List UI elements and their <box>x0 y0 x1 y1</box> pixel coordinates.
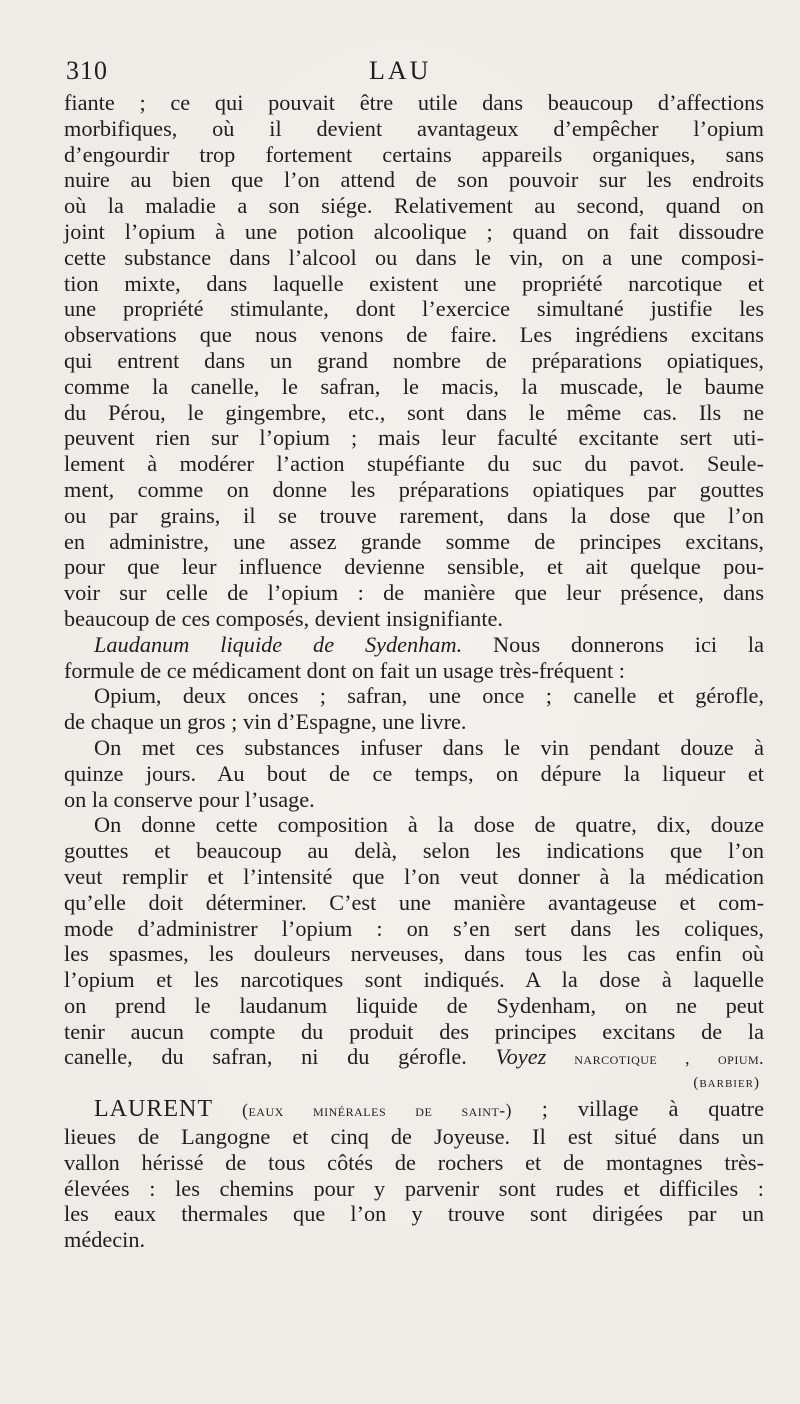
text-line: médecin. <box>64 1227 146 1253</box>
text-line: observations que nous venons de faire. Les ingrédiens excitans <box>64 322 764 348</box>
text-line: d’engourdir trop fortement certains appareils organiques, sans <box>64 141 764 167</box>
text-line: formule de ce médicament dont on fait un usage très-fréquent : <box>64 657 625 683</box>
text-line: les eaux thermales que l’on y trouve sont dirigées par un <box>64 1201 764 1227</box>
text-line: les spasmes, les douleurs nerveuses, dans tous les cas enfin où <box>64 941 764 967</box>
text-line: vallon hérissé de tous côtés de rochers et de montagnes très- <box>64 1149 764 1175</box>
page-header <box>64 56 764 90</box>
text-line: quinze jours. Au bout de ce temps, on dépure la liqueur et <box>64 760 764 786</box>
text-line: tenir aucun compte du produit des principes excitans de la <box>64 1018 764 1044</box>
text-line: l’opium et les narcotiques sont indiqués. A la dose à laquelle <box>64 967 764 993</box>
text-line: comme la canelle, le safran, le macis, la muscade, le baume <box>64 373 764 399</box>
entry-headword: LAURENT <box>94 1096 213 1123</box>
page-number: 310 <box>66 56 108 85</box>
text-line: veut remplir et l’intensité que l’on veut donner à la médication <box>64 863 764 889</box>
entry-laurent <box>64 1096 764 1253</box>
text-line: On donne cette composition à la dose de quatre, dix, douze <box>94 812 764 838</box>
see-also-label: Voyez <box>495 1044 547 1070</box>
text-line <box>64 1096 764 1124</box>
text-line: peuvent rien sur l’opium ; mais leur faculté excitante sert uti- <box>64 425 764 451</box>
text-line: fiante ; ce qui pouvait être utile dans beaucoup d’affections <box>64 90 764 115</box>
text-fragment: ; village à quatre <box>511 1096 764 1122</box>
page-body <box>64 90 764 1253</box>
cross-references: narcotique , opium. <box>546 1049 764 1069</box>
text-line: lieues de Langogne et cinq de Joyeuse. Il est situé dans un <box>64 1124 764 1150</box>
text-line: qu’elle doit déterminer. C’est une manière avantageuse et com- <box>64 889 764 915</box>
paragraph-opium-excitants <box>64 90 764 632</box>
text-line <box>64 632 764 658</box>
text-line: ment, comme on donne les préparations opiatiques par gouttes <box>64 476 764 502</box>
text-line: mode d’administrer l’opium : on s’en sert dans les coliques, <box>64 915 764 941</box>
text-line: lement à modérer l’action stupéfiante du suc du pavot. Seule- <box>64 451 764 477</box>
text-line: morbifiques, où il devient avantageux d’empêcher l’opium <box>64 115 764 141</box>
text-line: cette substance dans l’alcool ou dans le vin, on a une composi- <box>64 244 764 270</box>
text-line: de chaque un gros ; vin d’Espagne, une livre. <box>64 709 467 735</box>
text-line: du Pérou, le gingembre, etc., sont dans le même cas. Ils ne <box>64 399 764 425</box>
text-line: tion mixte, dans laquelle existent une propriété narcotique et <box>64 270 764 296</box>
text-line: On met ces substances infuser dans le vin pendant douze à <box>94 734 764 760</box>
paragraph-preparation <box>64 735 764 812</box>
text-line: joint l’opium à une potion alcoolique ; quand on fait dissoudre <box>64 218 764 244</box>
text-line: où la maladie a son siége. Relativement au second, quand on <box>64 193 764 219</box>
paragraph-dosage <box>64 812 764 1072</box>
entry-subtitle: (eaux minérales de saint-) <box>212 1101 512 1121</box>
text-line: beaucoup de ces composés, devient insignifiante. <box>64 605 503 631</box>
text-line: nuire au bien que l’on attend de son pouvoir sur les endroits <box>64 167 764 193</box>
laudanum-title: Laudanum liquide de Sydenham. <box>94 631 463 657</box>
text-line: voir sur celle de l’opium : de manière que leur présence, dans <box>64 580 764 606</box>
text-fragment: canelle, du safran, ni du gérofle. <box>64 1044 496 1070</box>
text-line: on la conserve pour l’usage. <box>64 786 315 812</box>
text-line: qui entrent dans un grand nombre de préparations opiatiques, <box>64 347 764 373</box>
text-line: Opium, deux onces ; safran, une once ; canelle et gérofle, <box>94 683 764 709</box>
text-line: gouttes et beaucoup au delà, selon les indications que l’on <box>64 838 764 864</box>
text-fragment: Nous donnerons ici la <box>462 631 764 657</box>
text-line: élevées : les chemins pour y parvenir sont rudes et difficiles : <box>64 1175 764 1201</box>
text-line <box>64 1044 764 1072</box>
author-signature: (barbier) <box>693 1075 760 1092</box>
paragraph-recipe <box>64 683 764 735</box>
text-line: ou par grains, il se trouve rarement, dans la dose que l’on <box>64 502 764 528</box>
text-line: une propriété stimulante, dont l’exercice simultané justifie les <box>64 296 764 322</box>
text-line: en administre, une assez grande somme de principes excitans, <box>64 528 764 554</box>
text-line: on prend le laudanum liquide de Sydenham, on ne peut <box>64 992 764 1018</box>
paragraph-laudanum-formula <box>64 632 764 684</box>
running-head: LAU <box>369 56 432 85</box>
text-line: pour que leur influence devienne sensible, et ait quelque pou- <box>64 554 764 580</box>
